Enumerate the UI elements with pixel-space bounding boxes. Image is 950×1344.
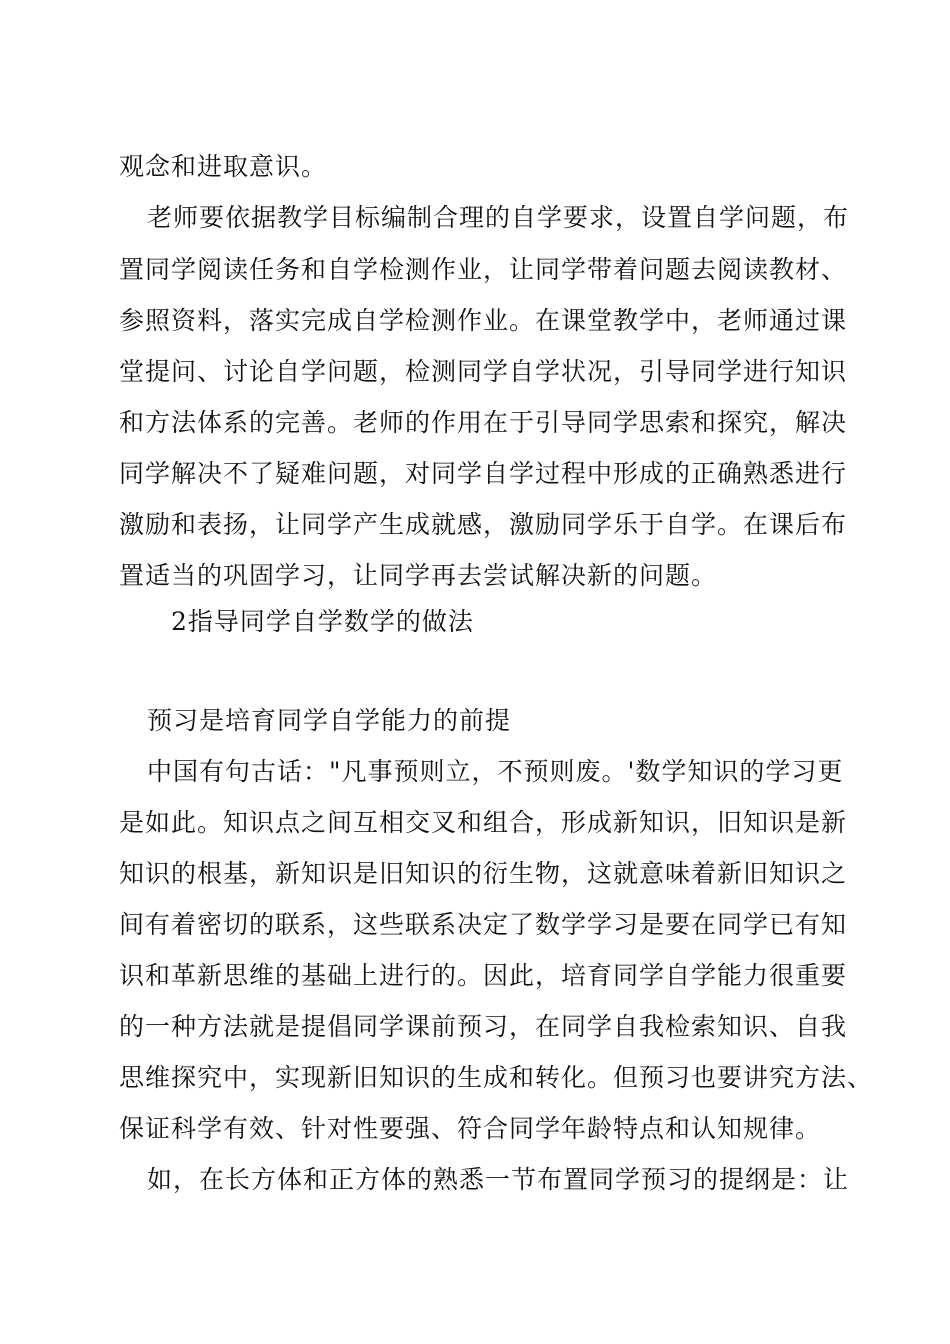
paragraph-line: 老师要依据教学目标编制合理的自学要求，设置自学问题，布 — [147, 203, 850, 232]
paragraph-line: 识和革新思维的基础上进行的。因此，培育同学自学能力很重要 — [119, 961, 848, 990]
paragraph-line: 同学解决不了疑难问题，对同学自学过程中形成的正确熟悉进行 — [119, 459, 848, 488]
paragraph-line: 的一种方法就是提倡同学课前预习，在同学自我检索知识、自我 — [119, 1012, 848, 1041]
paragraph-line: 观念和进取意识。 — [119, 152, 328, 181]
paragraph-line: 置同学阅读任务和自学检测作业，让同学带着问题去阅读教材、 — [119, 255, 848, 284]
paragraph-line: 参照资料，落实完成自学检测作业。在课堂教学中，老师通过课 — [119, 306, 848, 335]
paragraph-line: 保证科学有效、针对性要强、符合同学年龄特点和认知规律。 — [119, 1114, 822, 1143]
paragraph-line: 是如此。知识点之间互相交叉和组合，形成新知识，旧知识是新 — [119, 808, 848, 837]
subheading: 预习是培育同学自学能力的前提 — [147, 706, 512, 735]
paragraph-line: 如，在长方体和正方体的熟悉一节布置同学预习的提纲是：让 — [147, 1165, 850, 1194]
paragraph-line: 间有着密切的联系，这些联系决定了数学学习是要在同学已有知 — [119, 910, 848, 939]
paragraph-line: 堂提问、讨论自学问题，检测同学自学状况，引导同学进行知识 — [119, 357, 848, 386]
paragraph-line: 置适当的巩固学习，让同学再去尝试解决新的问题。 — [119, 561, 718, 590]
paragraph-line: 中国有句古话："凡事预则立，不预则废。'数学知识的学习更 — [147, 757, 844, 786]
paragraph-line: 和方法体系的完善。老师的作用在于引导同学思索和探究，解决 — [119, 408, 848, 437]
section-heading: 2指导同学自学数学的做法 — [171, 607, 474, 636]
paragraph-line: 思维探究中，实现新旧知识的生成和转化。但预习也要讲究方法、 — [119, 1063, 874, 1092]
paragraph-line: 激励和表扬，让同学产生成就感，激励同学乐于自学。在课后布 — [119, 510, 848, 539]
paragraph-line: 知识的根基，新知识是旧知识的衍生物，这就意味着新旧知识之 — [119, 859, 848, 888]
